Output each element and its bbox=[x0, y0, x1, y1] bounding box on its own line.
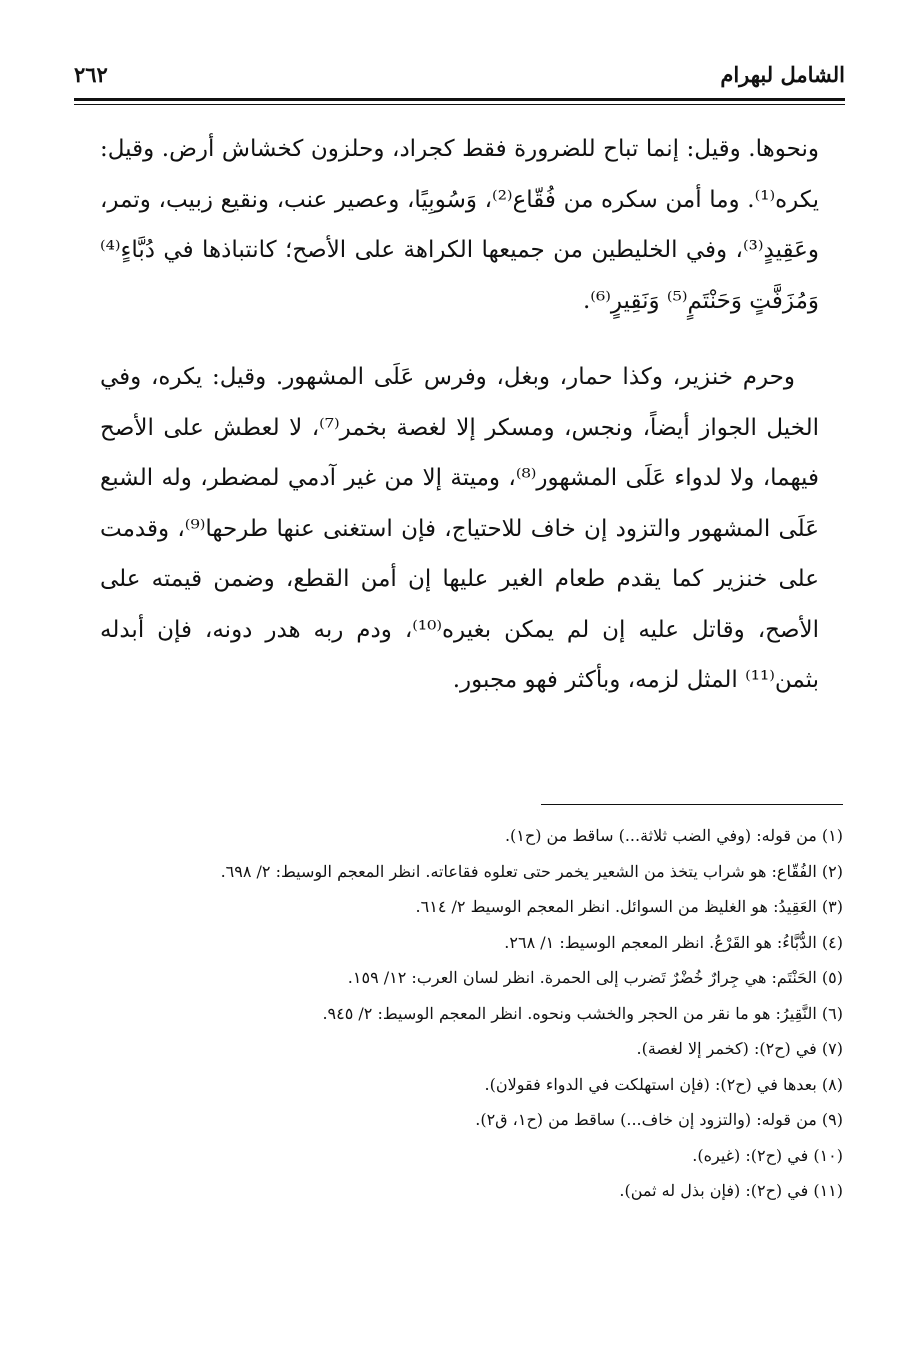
paragraph: ونحوها. وقيل: إنما تباح للضرورة فقط كجراد، وحلزون كخشاش أرض. وقيل: يكره⁽¹⁾. وما أمن سكره من فُقّاع⁽²⁾، وَسُوبِيًا، وعصير عنب، ونقيع زبيب، وتمر، وعَقِيدٍ⁽³⁾، وفي الخليطين من جميعها الكراهة على الأصح؛ كانتباذها في دُبَّاءٍ⁽⁴⁾ وَمُزَفَّتٍ وَحَنْتَمٍ⁽⁵⁾ وَنَقِيرٍ⁽⁶⁾. bbox=[100, 136, 819, 314]
footnote: (٧) في (ح٢): (كخمر إلا لغصة). bbox=[636, 1039, 843, 1058]
header-rule-thin bbox=[74, 104, 845, 105]
footnotes bbox=[150, 818, 843, 1209]
main-text bbox=[100, 124, 819, 706]
footnote-separator bbox=[541, 804, 843, 805]
header-rule-thick bbox=[74, 98, 845, 101]
footnote: (١) من قوله: (وفي الضب ثلاثة...) ساقط من (ح١). bbox=[504, 826, 843, 845]
footnote: (١٠) في (ح٢): (غيره). bbox=[692, 1145, 843, 1165]
footnote: (١١) في (ح٢): (فإن بذل له ثمن). bbox=[619, 1181, 843, 1200]
running-header bbox=[74, 52, 845, 96]
footnote: (٥) الحَنْتَم: هي جِرارٌ خُضْرٌ تَضرب إلى الحمرة. انظر لسان العرب: ١٢/ ١٥٩. bbox=[347, 968, 843, 987]
footnote: (٤) الدُّبَّاءُ: هو القَرْعُ. انظر المعجم الوسيط: ١/ ٢٦٨. bbox=[504, 932, 843, 952]
footnote: (٦) النَّقِيرُ: هو ما نقر من الحجر والخشب ونحوه. انظر المعجم الوسيط: ٢/ ٩٤٥. bbox=[322, 1003, 843, 1023]
footnote: (٣) العَقِيدُ: هو الغليظ من السوائل. انظر المعجم الوسيط ٢/ ٦١٤. bbox=[415, 897, 843, 916]
footnote: (٨) بعدها في (ح٢): (فإن استهلكت في الدواء فقولان). bbox=[484, 1074, 843, 1094]
footnote: (٢) الفُقّاع: هو شراب يتخذ من الشعير يخمر حتى تعلوه فقاعاته. انظر المعجم الوسيط: ٢/ ٦٩٨. bbox=[220, 861, 843, 881]
paragraph: وحرم خنزير، وكذا حمار، وبغل، وفرس عَلَى المشهور. وقيل: يكره، وفي الخيل الجواز أيضاً، ونجس، ومسكر إلا لغصة بخمر⁽⁷⁾، لا لعطش على الأصح فيهما، ولا لدواء عَلَى المشهور⁽⁸⁾، وميتة إلا من غير آدمي لمضطر، وله الشبع عَلَى المشهور والتزود إن خاف للاحتياج، فإن استغنى عنها طرحها⁽⁹⁾، وقدمت على خنزير كما يقدم طعام الغير عليها إن أمن القطع، وضمن قيمته على الأصح، وقاتل عليه إن لم يمكن بغيره⁽¹⁰⁾، ودم ربه هدر دونه، فإن أبدله بثمن⁽¹¹⁾ المثل لزمه، وبأكثر فهو مجبور. bbox=[100, 364, 820, 693]
running-title: الشامل لبهرام bbox=[720, 61, 845, 87]
footnote: (٩) من قوله: (والتزود إن خاف...) ساقط من (ح١، ق٢). bbox=[475, 1110, 843, 1129]
page-number: ٢٦٢ bbox=[74, 61, 108, 87]
